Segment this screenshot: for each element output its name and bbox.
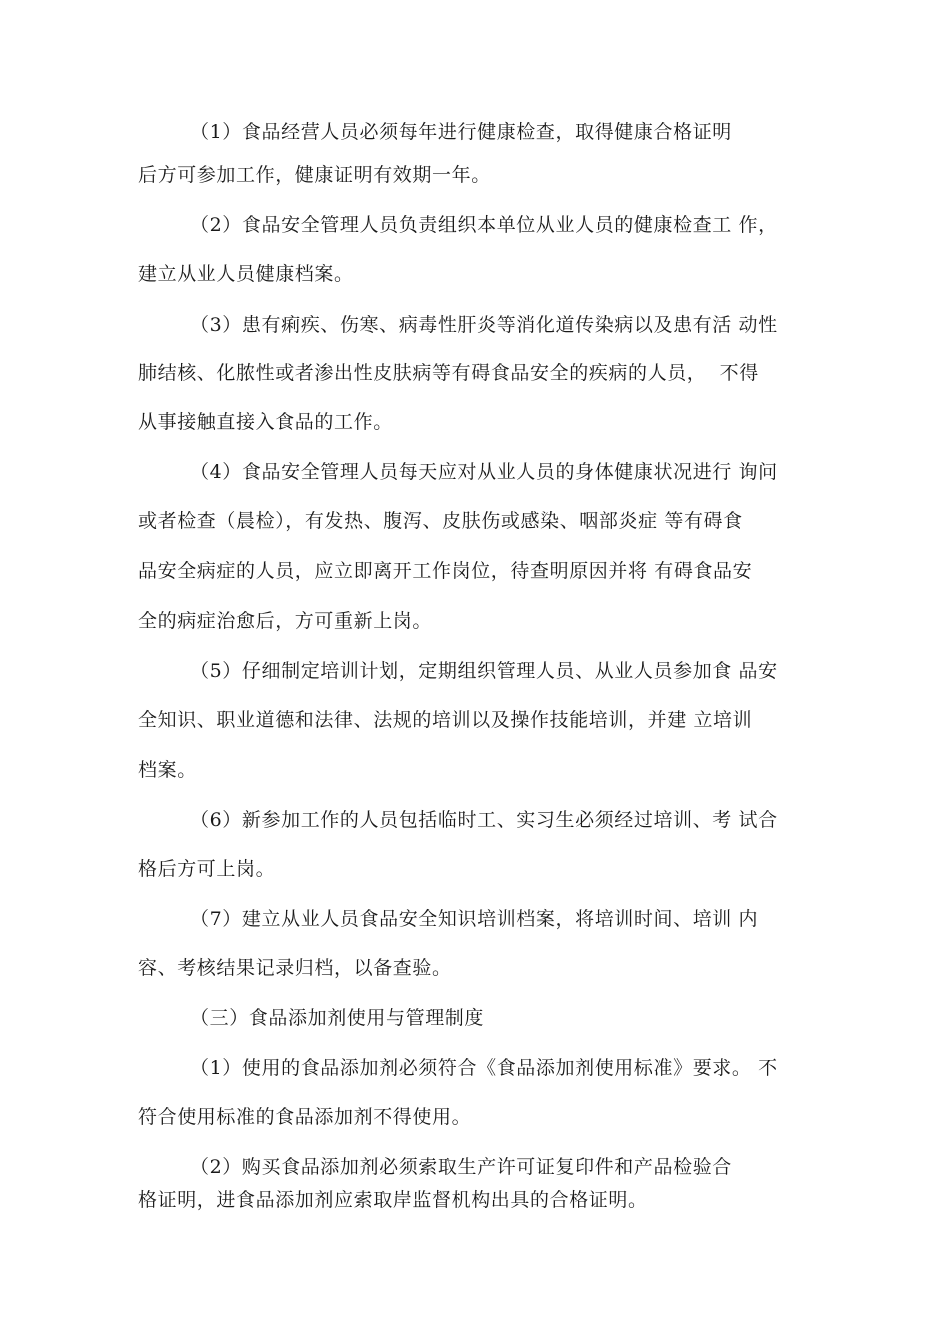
paragraph-4-line-2: 或者检查（晨检），有发热、腹泻、皮肤伤或感染、咽部炎症 等有碍食 <box>138 510 743 532</box>
paragraph-1-line-2: 后方可参加工作，健康证明有效期一年。 <box>138 164 491 186</box>
paragraph-3-line-2: 肺结核、化脓性或者渗出性皮肤病等有碍食品安全的疾病的人员， 不得 <box>138 362 759 384</box>
paragraph-8-line-2: 符合使用标准的食品添加剂不得使用。 <box>138 1106 472 1128</box>
paragraph-2-line-1: （2）食品安全管理人员负责组织本单位从业人员的健康检查工 作， <box>190 214 778 236</box>
paragraph-4-line-1: （4）食品安全管理人员每天应对从业人员的身体健康状况进行 询问 <box>190 461 778 483</box>
paragraph-6-line-2: 格后方可上岗。 <box>138 858 276 880</box>
paragraph-5-line-3: 档案。 <box>138 759 197 781</box>
paragraph-8-line-1: （1）使用的食品添加剂必须符合《食品添加剂使用标准》要求。 不 <box>190 1057 778 1079</box>
paragraph-9-line-2: 格证明，进食品添加剂应索取岸监督机构出具的合格证明。 <box>138 1189 648 1211</box>
paragraph-3-line-3: 从事接触直接入食品的工作。 <box>138 411 393 433</box>
section-heading: （三）食品添加剂使用与管理制度 <box>190 1007 485 1029</box>
paragraph-5-line-1: （5）仔细制定培训计划，定期组织管理人员、从业人员参加食 品安 <box>190 660 778 682</box>
paragraph-1-line-1: （1）食品经营人员必须每年进行健康检查，取得健康合格证明 <box>190 121 732 143</box>
paragraph-6-line-1: （6）新参加工作的人员包括临时工、实习生必须经过培训、考 试合 <box>190 809 778 831</box>
paragraph-3-line-1: （3）患有痢疾、伤寒、病毒性肝炎等消化道传染病以及患有活 动性 <box>190 314 778 336</box>
paragraph-4-line-4: 全的病症治愈后，方可重新上岗。 <box>138 610 433 632</box>
paragraph-5-line-2: 全知识、职业道德和法律、法规的培训以及操作技能培训，并建 立培训 <box>138 709 753 731</box>
paragraph-4-line-3: 品安全病症的人员，应立即离开工作岗位，待查明原因并将 有碍食品安 <box>138 560 753 582</box>
paragraph-9-line-1: （2）购买食品添加剂必须索取生产许可证复印件和产品检验合 <box>190 1156 732 1178</box>
paragraph-2-line-2: 建立从业人员健康档案。 <box>138 263 354 285</box>
paragraph-7-line-2: 容、考核结果记录归档，以备查验。 <box>138 957 452 979</box>
paragraph-7-line-1: （7）建立从业人员食品安全知识培训档案，将培训时间、培训 内 <box>190 908 759 930</box>
